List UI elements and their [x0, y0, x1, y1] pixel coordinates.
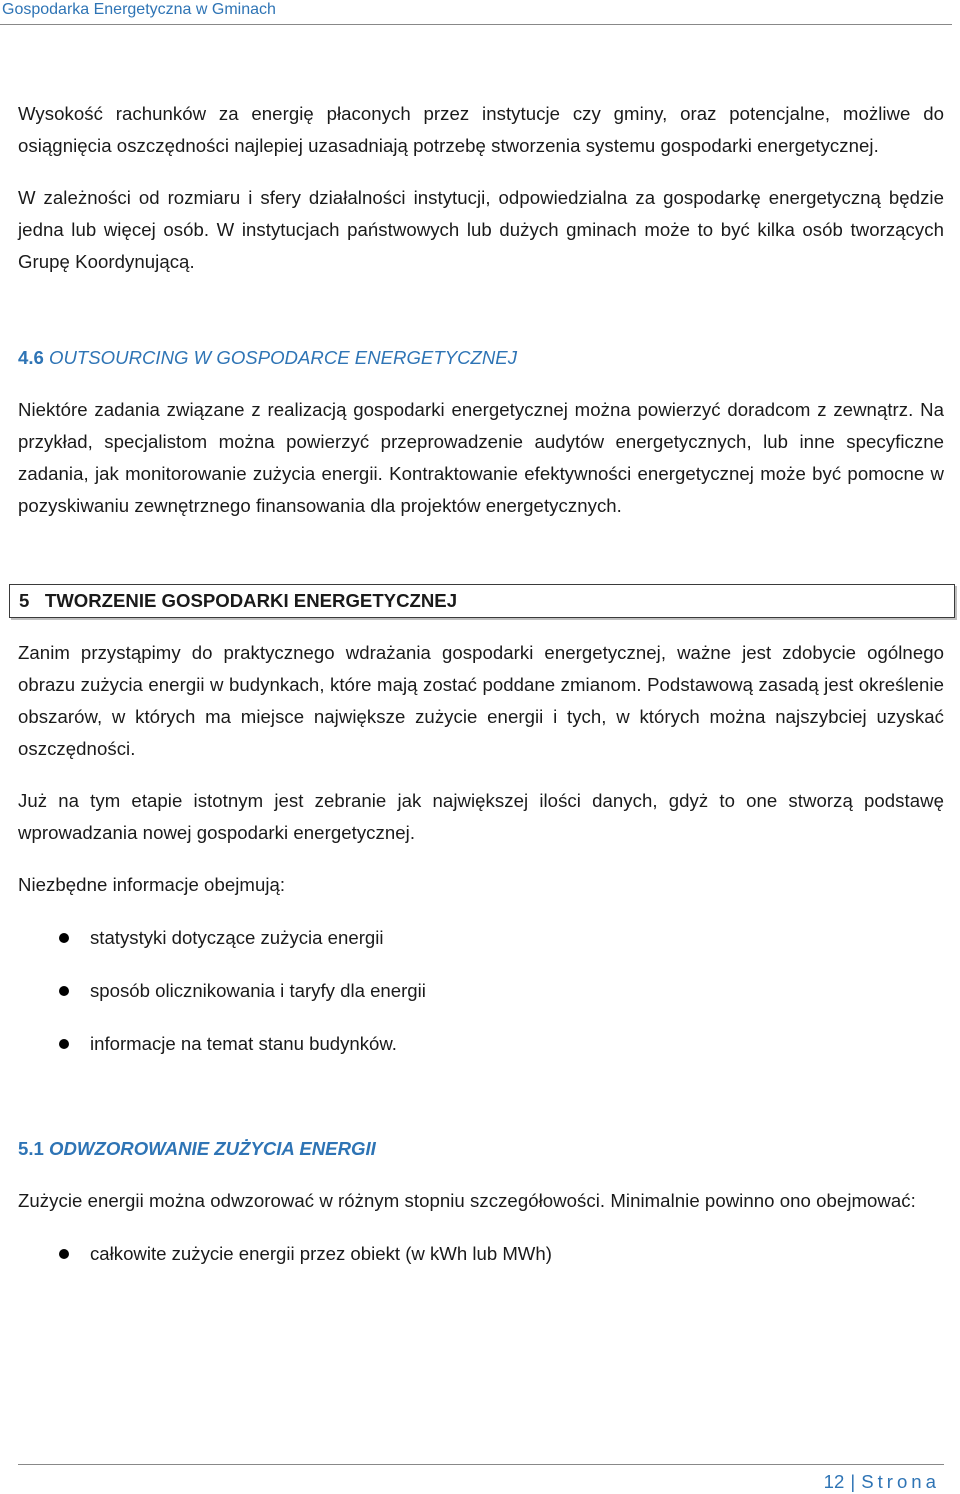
page-number-separator: | [850, 1471, 856, 1492]
list-item: statystyki dotyczące zużycia energii [18, 922, 944, 954]
paragraph-energy-bills: Wysokość rachunków za energię płaconych przez instytucje czy gminy, oraz potencjalne, możliwe do osiągnięcia oszczędności najlepiej uzasadniają potrzebę stworzenia systemu gospodarki energetycznej. [18, 103, 944, 156]
paragraph-outsourcing: Niektóre zadania związane z realizacją gospodarki energetycznej można powierzyć doradcom z zewnątrz. Na przykład, specjalistom można powierzyć przeprowadzenie audytów energetycznych, lub inne specyficzne zadania, jak monitorowanie zużycia energii. Kontraktowanie efektywności energetycznej może być pomocne w pozyskiwaniu zewnętrznego finansowania dla projektów energetycznych. [18, 399, 944, 516]
paragraph-responsible-persons: W zależności od rozmiaru i sfery działalności instytucji, odpowiedzialna za gospodarkę energetyczną będzie jedna lub więcej osób. W instytucjach państwowych lub dużych gminach może to być kilka osób tworzących Grupę Koordynującą. [18, 187, 944, 272]
section-title: ODWZOROWANIE ZUŻYCIA ENERGII [49, 1138, 376, 1159]
mapping-list [18, 1238, 944, 1270]
list-item: całkowite zużycie energii przez obiekt (w kWh lub MWh) [18, 1238, 944, 1270]
page-number [824, 1470, 940, 1494]
bullet-icon [59, 1249, 69, 1259]
chapter-title: 5 TWORZENIE GOSPODARKI ENERGETYCZNEJ [19, 590, 458, 611]
bullet-icon [59, 986, 69, 996]
list-item: sposób olicznikowania i taryfy dla energii [18, 975, 944, 1007]
section-5-1-heading [18, 1133, 944, 1165]
paragraph-overview: Zanim przystąpimy do praktycznego wdrażania gospodarki energetycznej, ważne jest zdobycie ogólnego obrazu zużycia energii w budynkach, które mają zostać poddane zmianom. Podstawową zasadą jest określenie obszarów, w których ma miejsce największe zużycie energii i tych, w których można najszybciej uzyskać oszczędności. [18, 642, 944, 759]
page-number-value: 12 [823, 1471, 845, 1492]
required-info-list [18, 922, 944, 1060]
section-number: 4.6 [18, 347, 44, 368]
paragraph-energy-mapping: Zużycie energii można odwzorować w różnym stopniu szczegółowości. Minimalnie powinno ono obejmować: [18, 1190, 916, 1211]
section-number: 5.1 [18, 1138, 44, 1159]
page-body [18, 98, 944, 1291]
running-header: Gospodarka Energetyczna w Gminach [2, 1, 276, 18]
section-title: OUTSOURCING W GOSPODARCE ENERGETYCZNEJ [49, 347, 518, 368]
header-divider [0, 24, 952, 25]
chapter-5-heading-box [9, 584, 955, 618]
section-4-6-heading [18, 342, 944, 374]
page-word: Strona [861, 1471, 940, 1492]
bullet-icon [59, 933, 69, 943]
paragraph-required-info: Niezbędne informacje obejmują: [18, 874, 286, 895]
list-item: informacje na temat stanu budynków. [18, 1028, 944, 1060]
footer-divider [18, 1464, 944, 1465]
paragraph-data-collection: Już na tym etapie istotnym jest zebranie jak największej ilości danych, gdyż to one stworzą podstawę wprowadzania nowej gospodarki energetycznej. [18, 790, 944, 843]
bullet-icon [59, 1039, 69, 1049]
